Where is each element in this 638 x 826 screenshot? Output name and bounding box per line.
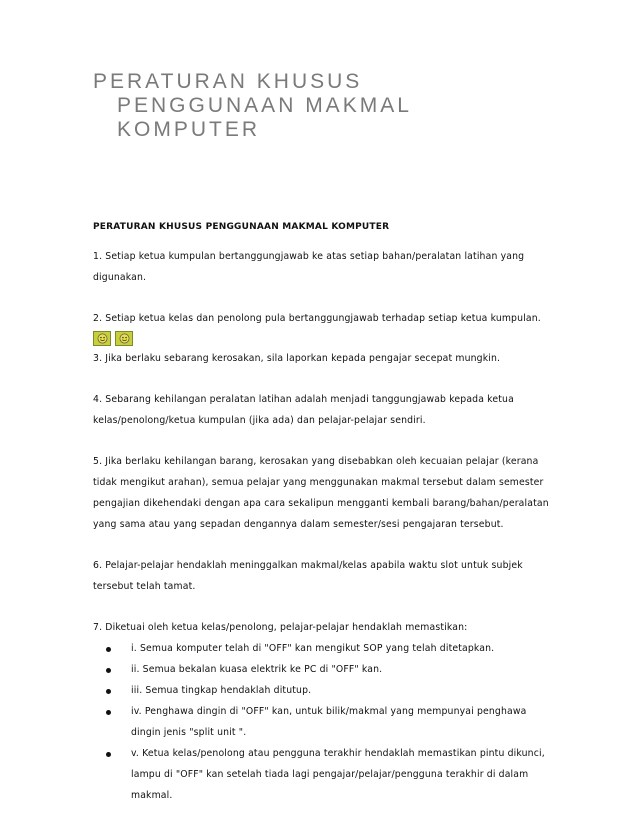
bullet-icon [106,689,111,694]
spacer [93,535,563,555]
bullet-icon [106,710,111,715]
spacer [93,431,563,451]
title-line-2: PENGGUNAAN MAKMAL [117,94,412,117]
rule-2: 2. Setiap ketua kelas dan penolong pula bertanggungjawab terhadap setiap ketua kumpulan. [93,313,541,324]
section-heading: PERATURAN KHUSUS PENGGUNAAN MAKMAL KOMPUTER [93,222,390,232]
list-item-text: v. Ketua kelas/penolong atau pengguna terakhir hendaklah memastikan pintu dikunci, [131,748,545,759]
list-item-text: i. Semua komputer telah di "OFF" kan mengikut SOP yang telah ditetapkan. [131,643,495,654]
spacer [93,369,563,389]
emoticon-row [93,330,563,346]
bullet-icon [106,752,111,757]
rule-5-line-3: pengajian dikehendaki dengan apa cara sekalipun mengganti kembali barang/bahan/peralatan [93,498,549,509]
rule-5-line-4: yang sama atau yang sepadan dengannya dalam semester/sesi pengajaran tersebut. [93,519,504,530]
rule-5-line-2: tidak mengikut arahan), semua pelajar yang menggunakan makmal tersebut dalam semester [93,477,544,488]
rule-3: 3. Jika berlaku sebarang kerosakan, sila laporkan kepada pengajar secepat mungkin. [93,353,501,364]
smiley-icon [93,331,111,346]
list-item-text: dingin jenis "split unit ". [131,727,247,738]
rule-7: 7. Diketuai oleh ketua kelas/penolong, pelajar-pelajar hendaklah memastikan: [93,622,468,633]
smiley-icon [115,331,133,346]
rule-4-line-1: 4. Sebarang kehilangan peralatan latihan adalah menjadi tanggungjawab kepada ketua [93,394,514,405]
rule-4-line-2: kelas/penolong/ketua kumpulan (jika ada) dan pelajar-pelajar sendiri. [93,415,426,426]
list-item-text: makmal. [131,790,173,801]
spacer [93,232,563,246]
list-item-text: ii. Semua bekalan kuasa elektrik ke PC di "OFF" kan. [131,664,383,675]
list-item [93,680,563,701]
list-item [93,659,563,680]
list-item [93,701,563,743]
rule-5-line-1: 5. Jika berlaku kehilangan barang, kerosakan yang disebabkan oleh kecuaian pelajar (kerana [93,456,539,467]
list-item [93,638,563,659]
list-item-text: lampu di "OFF" kan setelah tiada lagi pengajar/pelajar/pengguna terakhir di dalam [131,769,529,780]
title-line-1: PERATURAN KHUSUS [93,70,363,93]
rule-6-line-2: tersebut telah tamat. [93,581,196,592]
rule-1-line-2: digunakan. [93,272,147,283]
title-line-3: KOMPUTER [117,118,261,141]
list-item-text: iv. Penghawa dingin di "OFF" kan, untuk bilik/makmal yang mempunyai penghawa [131,706,527,717]
spacer [93,288,563,308]
page-title [93,70,563,142]
spacer [93,597,563,617]
rule-7-checklist [93,638,563,806]
list-item-text: iii. Semua tingkap hendaklah ditutup. [131,685,312,696]
rule-1-line-1: 1. Setiap ketua kumpulan bertanggungjawab ke atas setiap bahan/peralatan latihan yang [93,251,525,262]
bullet-icon [106,668,111,673]
document-page [93,70,563,806]
bullet-icon [106,647,111,652]
list-item [93,743,563,806]
rule-6-line-1: 6. Pelajar-pelajar hendaklah meninggalkan makmal/kelas apabila waktu slot untuk subjek [93,560,523,571]
